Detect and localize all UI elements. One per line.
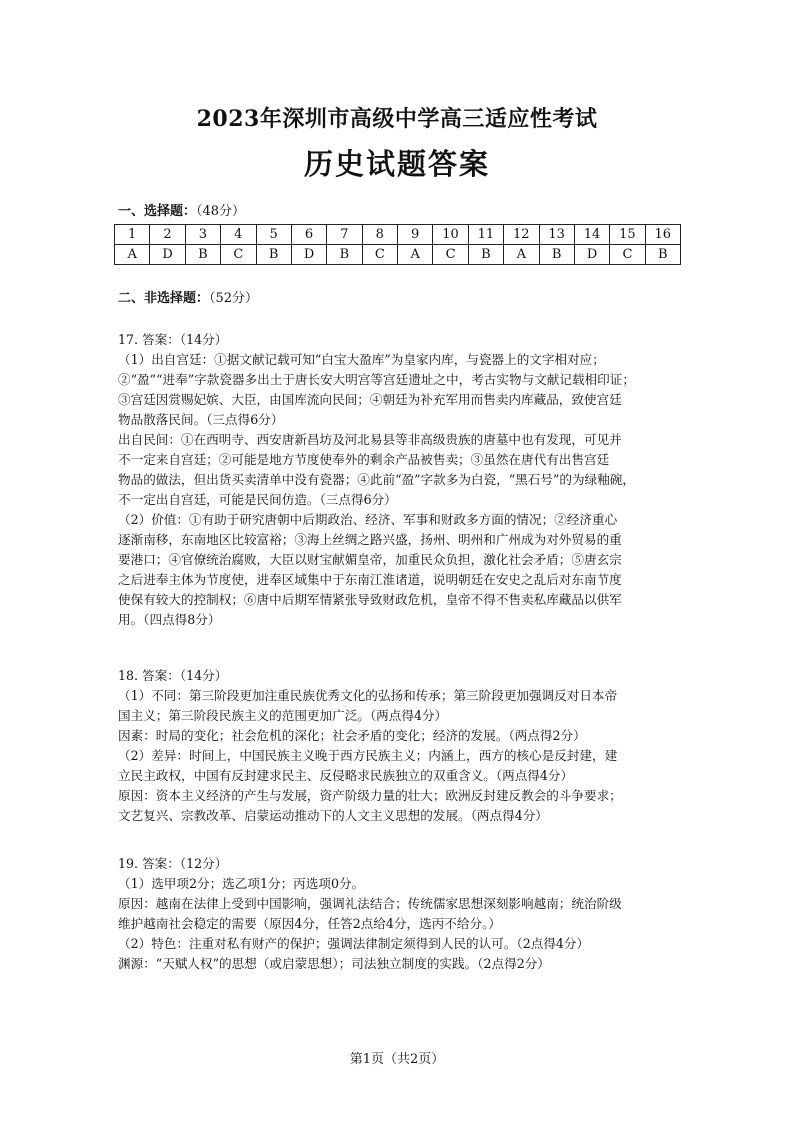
answer-cell: C [610,245,645,265]
answer-line: 维护越南社会稳定的需要（原因4分，任答2点给4分，选丙不给分。） [118,916,501,931]
section1-heading [118,202,245,222]
answer-line: （1）选甲项2分；选乙项1分；丙选项0分。 [118,876,365,891]
answer-cell: B [327,245,362,265]
answer-table [114,224,681,265]
question-19-title: 19. 答案：（12分） [118,856,228,871]
question-number-cell: 7 [327,225,362,245]
exam-title: 2023年深圳市高级中学高三适应性考试 [196,106,598,132]
answer-cell: B [185,245,220,265]
answer-line: （1）不同：第三阶段更加注重民族优秀文化的弘扬和传承；第三阶段更加强调反对日本帝 [118,688,618,703]
answer-line: 原因：越南在法律上受到中国影响，强调礼法结合；传统儒家思想深刻影响越南；统治阶级 [118,896,622,911]
answer-cell: D [291,245,326,265]
question-17-answer [118,330,678,630]
answer-line: 渊源：“天赋人权”的思想（或启蒙思想）；司法独立制度的实践。（2点得2分） [118,956,550,971]
answer-line: 用。（四点得8分） [118,612,221,627]
question-18-answer [118,666,678,826]
answer-line: （2）特色：注重对私有财产的保护；强调法律制定须得到人民的认可。（2点得4分） [118,936,590,951]
answer-line: 出自民间：①在西明寺、西安唐新昌坊及河北易县等非高级贵族的唐墓中也有发现，可见并 [118,432,622,447]
answer-cell: D [574,245,609,265]
question-number-cell: 11 [468,225,503,245]
answer-line: 之后进奉主体为节度使，进奉区域集中于东南江淮诸道，说明朝廷在安史之乱后对东南节度 [118,572,622,587]
answer-line: （2）差异：时间上，中国民族主义晚于西方民族主义；内涵上，西方的核心是反封建，建 [118,748,618,763]
question-number-cell: 14 [574,225,609,245]
answer-cell: D [150,245,185,265]
answer-line: 文艺复兴、宗教改革、启蒙运动推动下的人文主义思想的发展。（两点得4分） [118,808,548,823]
question-number-cell: 16 [645,225,680,245]
answer-line: 立民主政权，中国有反封建求民主、反侵略求民族独立的双重含义。（两点得4分） [118,768,574,783]
answer-line: （2）价值：①有助于研究唐朝中后期政治、经济、军事和财政多方面的情况；②经济重心 [118,512,618,527]
question-17-title: 17. 答案：（14分） [118,332,228,347]
answer-cell: C [362,245,397,265]
answer-cell: C [433,245,468,265]
answer-cell: B [539,245,574,265]
question-number-cell: 6 [291,225,326,245]
answer-line: 使保有较大的控制权；⑥唐中后期军情紧张导致财政危机，皇帝不得不售卖私库藏品以供军 [118,592,622,607]
section1-heading-text: 一、选择题： [118,204,197,219]
section2-score: （52分） [209,291,259,306]
question-number-cell: 2 [150,225,185,245]
page-number: 第1页（共2页） [349,1052,445,1067]
answer-cell: C [221,245,256,265]
answer-cell: A [398,245,433,265]
answer-line: 原因：资本主义经济的产生与发展，资产阶级力量的壮大；欧洲反封建反教会的斗争要求； [118,788,622,803]
answer-line: 不一定出自宫廷，可能是民间仿造。（三点得6分） [118,492,397,507]
question-number-cell: 3 [185,225,220,245]
answer-cell: A [115,245,150,265]
question-number-cell: 12 [504,225,539,245]
question-number-cell: 8 [362,225,397,245]
answer-row [115,245,681,265]
answer-line: 要港口；④官僚统治腐败，大臣以财宝献媚皇帝，加重民众负担，激化社会矛盾；⑤唐玄宗 [118,552,622,567]
answer-line: 国主义；第三阶段民族主义的范围更加广泛。（两点得4分） [118,708,448,723]
question-19-answer [118,854,678,974]
answer-line: （1）出自宫廷：①据文献记载可知“白宝大盈库”为皇家内库，与瓷器上的文字相对应； [118,352,605,367]
question-number-cell: 1 [115,225,150,245]
answer-cell: B [256,245,291,265]
answer-line: 逐渐南移，东南地区比较富裕；③海上丝绸之路兴盛，扬州、明州和广州成为对外贸易的重 [118,532,622,547]
question-number-row [115,225,681,245]
question-number-cell: 13 [539,225,574,245]
answer-cell: A [504,245,539,265]
question-number-cell: 4 [221,225,256,245]
question-number-cell: 10 [433,225,468,245]
answer-line: ③宫廷因赏赐妃嫔、大臣，由国库流向民间；④朝廷为补充军用而售卖内库藏品，致使宫廷 [118,392,622,407]
answer-cell: B [645,245,680,265]
answer-line: 物品的做法，但出货买卖清单中没有瓷器；④此前“盈”字款多为白瓷，“黑石号”的为绿釉碗， [118,472,635,487]
question-18-title: 18. 答案：（14分） [118,668,228,683]
question-number-cell: 15 [610,225,645,245]
section2-heading [118,289,258,309]
answer-line: 因素：时局的变化；社会危机的深化；社会矛盾的变化；经济的发展。（两点得2分） [118,728,586,743]
answer-line: 物品散落民间。（三点得6分） [118,412,284,427]
question-number-cell: 5 [256,225,291,245]
answer-cell: B [468,245,503,265]
answer-line: ②“盈”“进奉”字款瓷器多出土于唐长安大明宫等宫廷遗址之中，考古实物与文献记载相印证； [118,372,635,387]
exam-subtitle: 历史试题答案 [303,147,490,181]
answer-line: 不一定来自宫廷；②可能是地方节度使奉外的剩余产品被售卖；③虽然在唐代有出售宫廷 [118,452,610,467]
section1-score: （48分） [196,204,246,219]
question-number-cell: 9 [398,225,433,245]
section2-heading-text: 二、非选择题： [118,291,210,306]
